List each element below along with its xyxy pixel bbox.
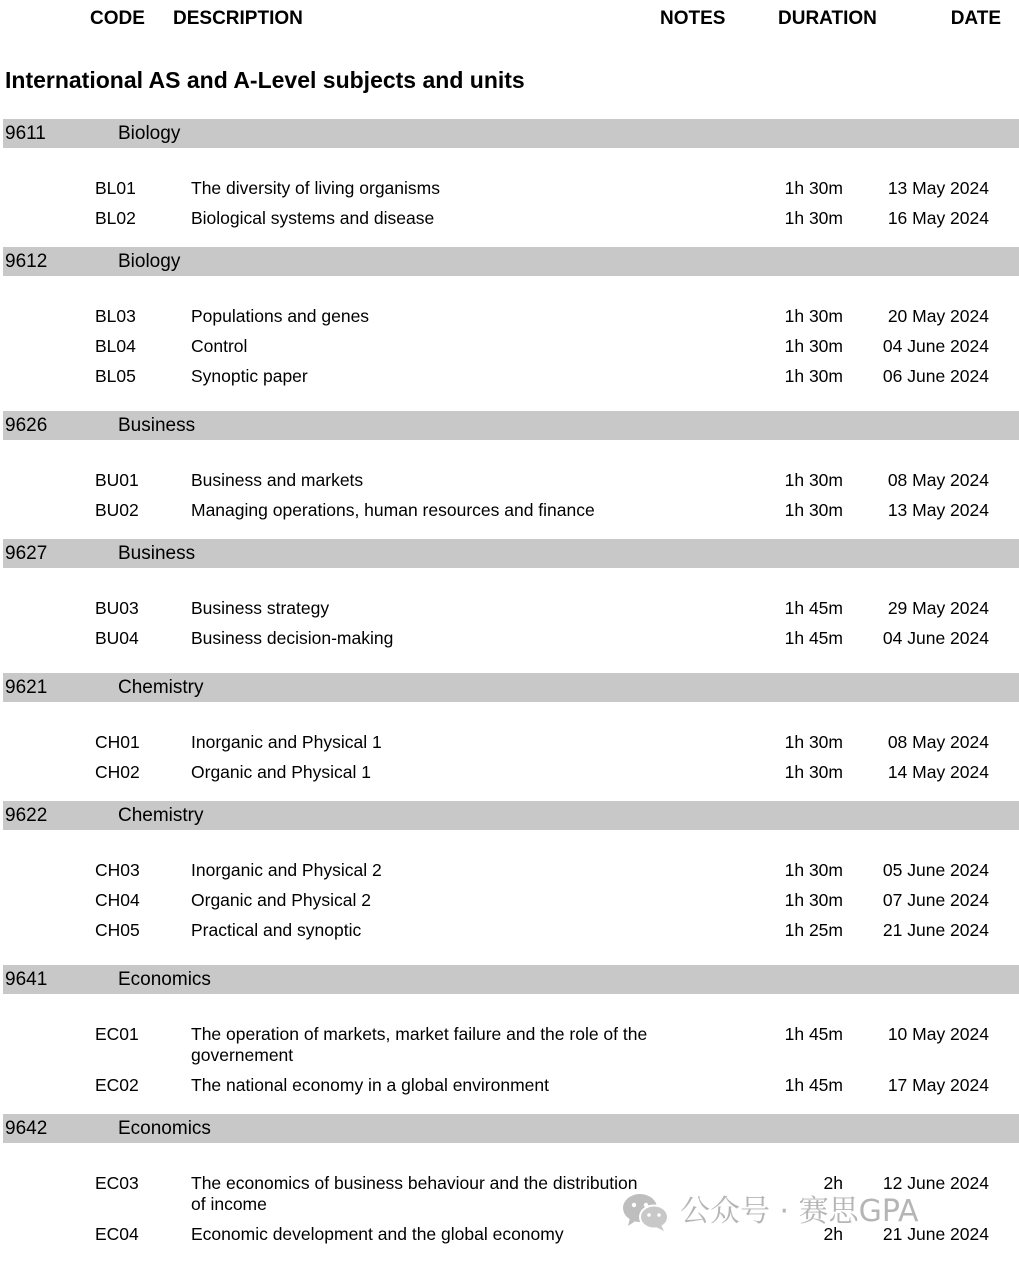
subject-name: Chemistry <box>118 677 204 698</box>
unit-code: BL03 <box>95 306 136 326</box>
unit-date: 08 May 2024 <box>887 732 989 752</box>
unit-description: Organic and Physical 1 <box>191 762 371 782</box>
unit-date: 14 May 2024 <box>887 762 989 782</box>
unit-code: BL05 <box>95 366 136 386</box>
unit-duration: 1h 30m <box>784 732 843 752</box>
wechat-icon <box>620 1192 672 1232</box>
unit-description: Inorganic and Physical 2 <box>191 860 382 880</box>
unit-duration: 2h <box>823 1224 843 1244</box>
unit-date: 10 May 2024 <box>887 1024 989 1044</box>
subject-name: Chemistry <box>118 805 204 826</box>
unit-description: Biological systems and disease <box>191 208 435 228</box>
subject-header-bar <box>3 539 1019 568</box>
subject-name: Biology <box>118 123 181 144</box>
subject-name: Economics <box>118 1118 211 1139</box>
unit-date: 04 June 2024 <box>882 628 989 648</box>
unit-date: 07 June 2024 <box>882 890 989 910</box>
unit-duration: 1h 30m <box>784 890 843 910</box>
unit-code: BU01 <box>95 470 139 490</box>
unit-code: BU03 <box>95 598 139 618</box>
unit-code: EC01 <box>95 1024 139 1044</box>
unit-description: Economic development and the global economy <box>191 1224 564 1244</box>
unit-date: 04 June 2024 <box>882 336 989 356</box>
unit-code: CH01 <box>95 732 140 752</box>
column-header-date: DATE <box>950 8 1001 29</box>
column-header-notes: NOTES <box>660 8 726 29</box>
unit-duration: 1h 30m <box>784 178 843 198</box>
unit-duration: 1h 30m <box>784 860 843 880</box>
unit-date: 05 June 2024 <box>882 860 989 880</box>
unit-description: Populations and genes <box>191 306 370 326</box>
unit-date: 06 June 2024 <box>882 366 989 386</box>
unit-duration: 1h 30m <box>784 470 843 490</box>
unit-code: CH05 <box>95 920 140 940</box>
subject-header-bar <box>3 1114 1019 1143</box>
unit-code: CH04 <box>95 890 140 910</box>
unit-description: Managing operations, human resources and finance <box>191 500 595 520</box>
subject-code: 9627 <box>5 543 48 564</box>
subject-name: Biology <box>118 251 181 272</box>
subject-name: Economics <box>118 969 211 990</box>
unit-duration: 1h 45m <box>784 1024 843 1044</box>
column-header-code: CODE <box>90 8 145 29</box>
unit-code: EC02 <box>95 1075 139 1095</box>
unit-code: BU02 <box>95 500 139 520</box>
subject-code: 9611 <box>5 123 46 144</box>
unit-description: The national economy in a global environment <box>191 1075 549 1095</box>
unit-description: The economics of business behaviour and the distribution of income <box>191 1173 638 1214</box>
subject-code: 9621 <box>5 677 48 698</box>
unit-date: 21 June 2024 <box>882 1224 989 1244</box>
unit-duration: 1h 30m <box>784 306 843 326</box>
unit-date: 17 May 2024 <box>887 1075 989 1095</box>
unit-description: Business decision-making <box>191 628 394 648</box>
column-header-description: DESCRIPTION <box>173 8 303 29</box>
unit-code: BL01 <box>95 178 136 198</box>
unit-code: BL04 <box>95 336 136 356</box>
unit-duration: 1h 30m <box>784 336 843 356</box>
unit-code: EC03 <box>95 1173 139 1193</box>
unit-date: 12 June 2024 <box>882 1173 989 1193</box>
watermark-text: 公众号 · 赛思GPA <box>680 1194 919 1229</box>
unit-description: Inorganic and Physical 1 <box>191 732 382 752</box>
unit-description: Business and markets <box>191 470 364 490</box>
subject-code: 9612 <box>5 251 48 272</box>
subject-header-bar <box>3 801 1019 830</box>
subject-name: Business <box>118 415 196 436</box>
unit-duration: 1h 25m <box>784 920 843 940</box>
unit-description: Control <box>191 336 248 356</box>
unit-code: CH03 <box>95 860 140 880</box>
unit-date: 29 May 2024 <box>887 598 989 618</box>
unit-code: BL02 <box>95 208 136 228</box>
unit-description: Business strategy <box>191 598 330 618</box>
unit-date: 13 May 2024 <box>887 500 989 520</box>
unit-description: Synoptic paper <box>191 366 308 386</box>
section-title: International AS and A-Level subjects and units <box>5 67 525 93</box>
subject-code: 9641 <box>5 969 48 990</box>
unit-duration: 1h 30m <box>784 208 843 228</box>
unit-description: Organic and Physical 2 <box>191 890 371 910</box>
unit-code: BU04 <box>95 628 139 648</box>
unit-date: 13 May 2024 <box>887 178 989 198</box>
subject-code: 9626 <box>5 415 48 436</box>
unit-duration: 2h <box>823 1173 843 1193</box>
unit-code: EC04 <box>95 1224 139 1244</box>
subject-header-bar <box>3 247 1019 276</box>
unit-code: CH02 <box>95 762 140 782</box>
subject-code: 9622 <box>5 805 48 826</box>
subject-name: Business <box>118 543 196 564</box>
subject-header-bar <box>3 119 1019 148</box>
column-header-duration: DURATION <box>778 8 877 29</box>
unit-description: The diversity of living organisms <box>191 178 440 198</box>
subject-header-bar <box>3 411 1019 440</box>
subject-code: 9642 <box>5 1118 48 1139</box>
unit-duration: 1h 30m <box>784 500 843 520</box>
unit-duration: 1h 45m <box>784 598 843 618</box>
unit-description: Practical and synoptic <box>191 920 362 940</box>
unit-duration: 1h 45m <box>784 628 843 648</box>
unit-date: 16 May 2024 <box>887 208 989 228</box>
unit-description: The operation of markets, market failure and the role of the governement <box>191 1024 648 1065</box>
unit-duration: 1h 45m <box>784 1075 843 1095</box>
unit-date: 20 May 2024 <box>887 306 989 326</box>
subject-header-bar <box>3 673 1019 702</box>
unit-duration: 1h 30m <box>784 762 843 782</box>
unit-date: 21 June 2024 <box>882 920 989 940</box>
unit-duration: 1h 30m <box>784 366 843 386</box>
subject-header-bar <box>3 965 1019 994</box>
unit-date: 08 May 2024 <box>887 470 989 490</box>
watermark <box>620 1192 919 1232</box>
